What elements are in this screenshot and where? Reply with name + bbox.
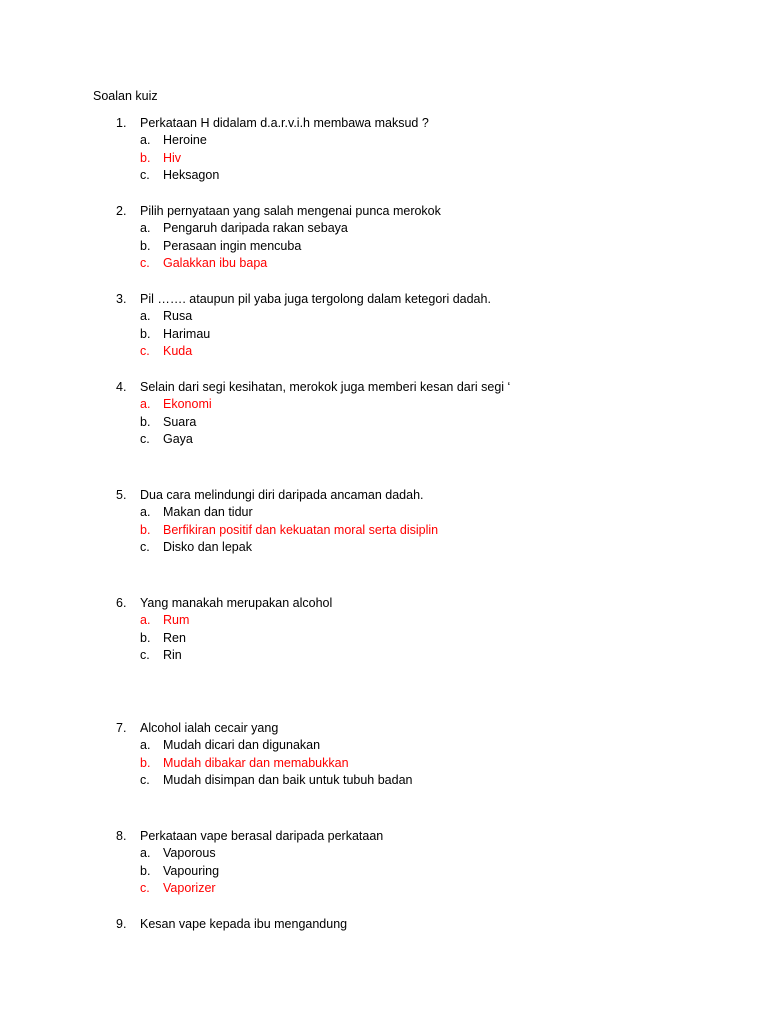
option-text: Vaporous <box>163 846 216 860</box>
question-text: Kesan vape kepada ibu mengandung <box>140 917 348 931</box>
question-text: Yang manakah merupakan alcohol <box>140 596 333 610</box>
question-number: 2. <box>116 204 127 218</box>
question-8 <box>0 827 768 898</box>
option-c <box>0 343 768 361</box>
page-title: Soalan kuiz <box>93 89 158 103</box>
option-c <box>0 431 768 449</box>
option-b <box>0 863 768 881</box>
option-letter: a. <box>140 846 151 860</box>
question-text: Pil ……. ataupun pil yaba juga tergolong dalam ketegori dadah. <box>140 292 491 306</box>
option-text: Suara <box>163 414 197 429</box>
option-text: Rum <box>163 613 190 627</box>
question-text: Selain dari segi kesihatan, merokok juga memberi kesan dari segi ‘ <box>140 380 511 394</box>
option-text: Berfikiran positif dan kekuatan moral serta disiplin <box>163 522 439 537</box>
question-3 <box>0 290 768 361</box>
question-5 <box>0 486 768 557</box>
question-text: Perkataan vape berasal daripada perkataan <box>140 829 384 843</box>
option-text: Kuda <box>163 344 193 359</box>
option-c <box>0 255 768 273</box>
option-c <box>0 167 768 185</box>
option-letter: b. <box>140 755 151 770</box>
option-letter: b. <box>140 630 151 645</box>
question-9 <box>0 915 768 933</box>
option-text: Rin <box>163 648 182 663</box>
option-text: Disko dan lepak <box>163 540 252 555</box>
option-letter: a. <box>140 133 151 147</box>
option-text: Ekonomi <box>163 397 212 411</box>
option-letter: c. <box>140 881 150 896</box>
question-number: 8. <box>116 829 127 843</box>
option-letter: a. <box>140 613 151 627</box>
option-letter: c. <box>140 773 150 788</box>
option-letter: a. <box>140 505 151 519</box>
option-text: Hiv <box>163 150 182 165</box>
question-1 <box>0 114 768 185</box>
question-number: 5. <box>116 488 127 502</box>
option-text: Ren <box>163 630 186 645</box>
option-text: Rusa <box>163 309 193 323</box>
option-text: Perasaan ingin mencuba <box>163 238 302 253</box>
question-6 <box>0 594 768 665</box>
option-c <box>0 647 768 665</box>
question-number: 3. <box>116 292 127 306</box>
option-c <box>0 880 768 898</box>
question-text: Perkataan H didalam d.a.r.v.i.h membawa maksud ? <box>140 116 429 130</box>
option-letter: a. <box>140 309 151 323</box>
option-letter: c. <box>140 256 150 271</box>
option-letter: c. <box>140 168 150 183</box>
option-letter: a. <box>140 221 151 235</box>
option-letter: a. <box>140 397 151 411</box>
option-text: Mudah disimpan dan baik untuk tubuh badan <box>163 773 413 788</box>
option-b <box>0 326 768 344</box>
option-text: Vapouring <box>163 863 220 878</box>
question-4 <box>0 378 768 449</box>
option-letter: a. <box>140 738 151 752</box>
option-a <box>0 396 768 414</box>
option-b <box>0 630 768 648</box>
option-letter: c. <box>140 648 150 663</box>
option-text: Heksagon <box>163 168 220 183</box>
option-text: Makan dan tidur <box>163 505 253 519</box>
option-text: Mudah dicari dan digunakan <box>163 738 321 752</box>
question-text: Pilih pernyataan yang salah mengenai punca merokok <box>140 204 441 218</box>
option-c <box>0 772 768 790</box>
option-letter: b. <box>140 150 151 165</box>
option-b <box>0 755 768 773</box>
option-text: Heroine <box>163 133 207 147</box>
question-number: 7. <box>116 721 127 735</box>
option-letter: c. <box>140 540 150 555</box>
question-text: Alcohol ialah cecair yang <box>140 721 279 735</box>
option-text: Harimau <box>163 326 211 341</box>
option-letter: b. <box>140 326 151 341</box>
option-b <box>0 414 768 432</box>
question-number: 9. <box>116 917 127 931</box>
option-c <box>0 539 768 557</box>
option-letter: c. <box>140 432 150 447</box>
question-number: 4. <box>116 380 127 394</box>
option-letter: b. <box>140 414 151 429</box>
option-b <box>0 150 768 168</box>
option-text: Gaya <box>163 432 193 447</box>
option-text: Pengaruh daripada rakan sebaya <box>163 221 348 235</box>
option-a <box>0 308 768 326</box>
question-text: Dua cara melindungi diri daripada ancaman dadah. <box>140 488 424 502</box>
option-b <box>0 522 768 540</box>
option-letter: c. <box>140 344 150 359</box>
option-a <box>0 220 768 238</box>
option-text: Mudah dibakar dan memabukkan <box>163 755 349 770</box>
option-a <box>0 132 768 150</box>
option-a <box>0 737 768 755</box>
option-a <box>0 845 768 863</box>
option-a <box>0 504 768 522</box>
option-letter: b. <box>140 238 151 253</box>
question-2 <box>0 202 768 273</box>
question-7 <box>0 719 768 790</box>
option-b <box>0 238 768 256</box>
question-number: 6. <box>116 596 127 610</box>
option-text: Vaporizer <box>163 881 216 896</box>
question-number: 1. <box>116 116 127 130</box>
option-text: Galakkan ibu bapa <box>163 256 268 271</box>
option-a <box>0 612 768 630</box>
option-letter: b. <box>140 863 151 878</box>
option-letter: b. <box>140 522 151 537</box>
